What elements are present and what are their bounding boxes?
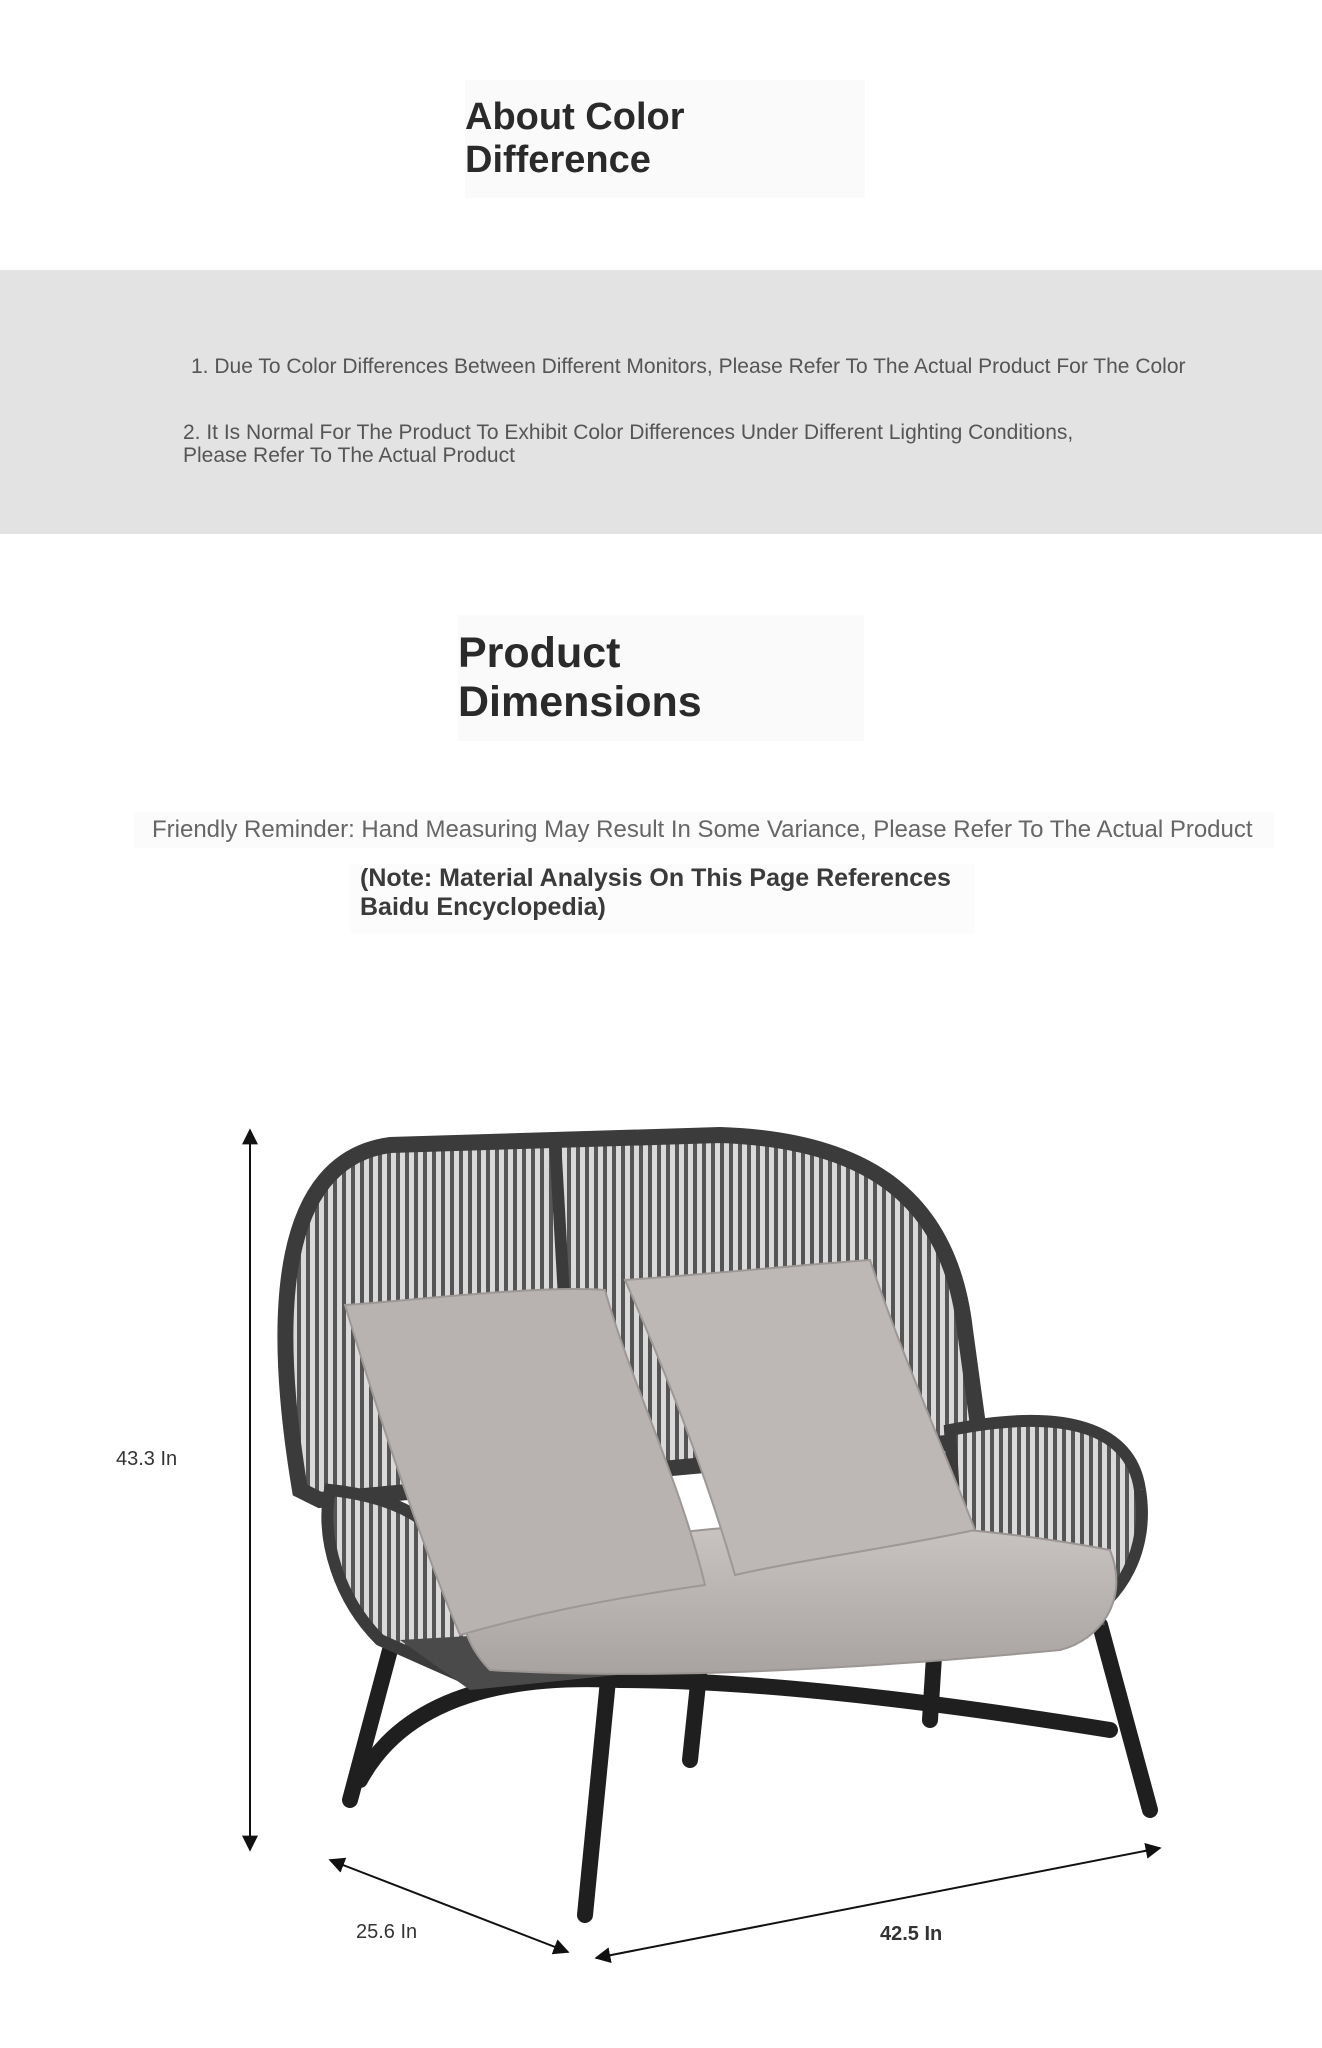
- color-difference-title-box: [465, 80, 865, 198]
- color-note-2: 2. It Is Normal For The Product To Exhibit Color Differences Under Different Lighting Conditions, Please Refer To The Actual Product: [183, 421, 1074, 467]
- color-difference-title: About Color Difference: [465, 96, 685, 181]
- product-dimensions-title: Product Dimensions: [458, 629, 702, 726]
- loveseat-illustration: [0, 1080, 1322, 2048]
- measuring-reminder: Friendly Reminder: Hand Measuring May Result In Some Variance, Please Refer To The Actual Product: [134, 812, 1274, 848]
- color-note-1: 1. Due To Color Differences Between Different Monitors, Please Refer To The Actual Product For The Color: [191, 355, 1186, 378]
- color-difference-panel: [0, 270, 1322, 534]
- product-dimensions-title-box: [458, 615, 864, 741]
- material-note: (Note: Material Analysis On This Page References Baidu Encyclopedia): [350, 864, 975, 934]
- width-label: 42.5 In: [880, 1923, 943, 1945]
- product-dimension-figure: [0, 1080, 1322, 2048]
- depth-label: 25.6 In: [356, 1921, 418, 1943]
- height-label: 43.3 In: [116, 1448, 178, 1470]
- width-dimension-line: [596, 1848, 1160, 1958]
